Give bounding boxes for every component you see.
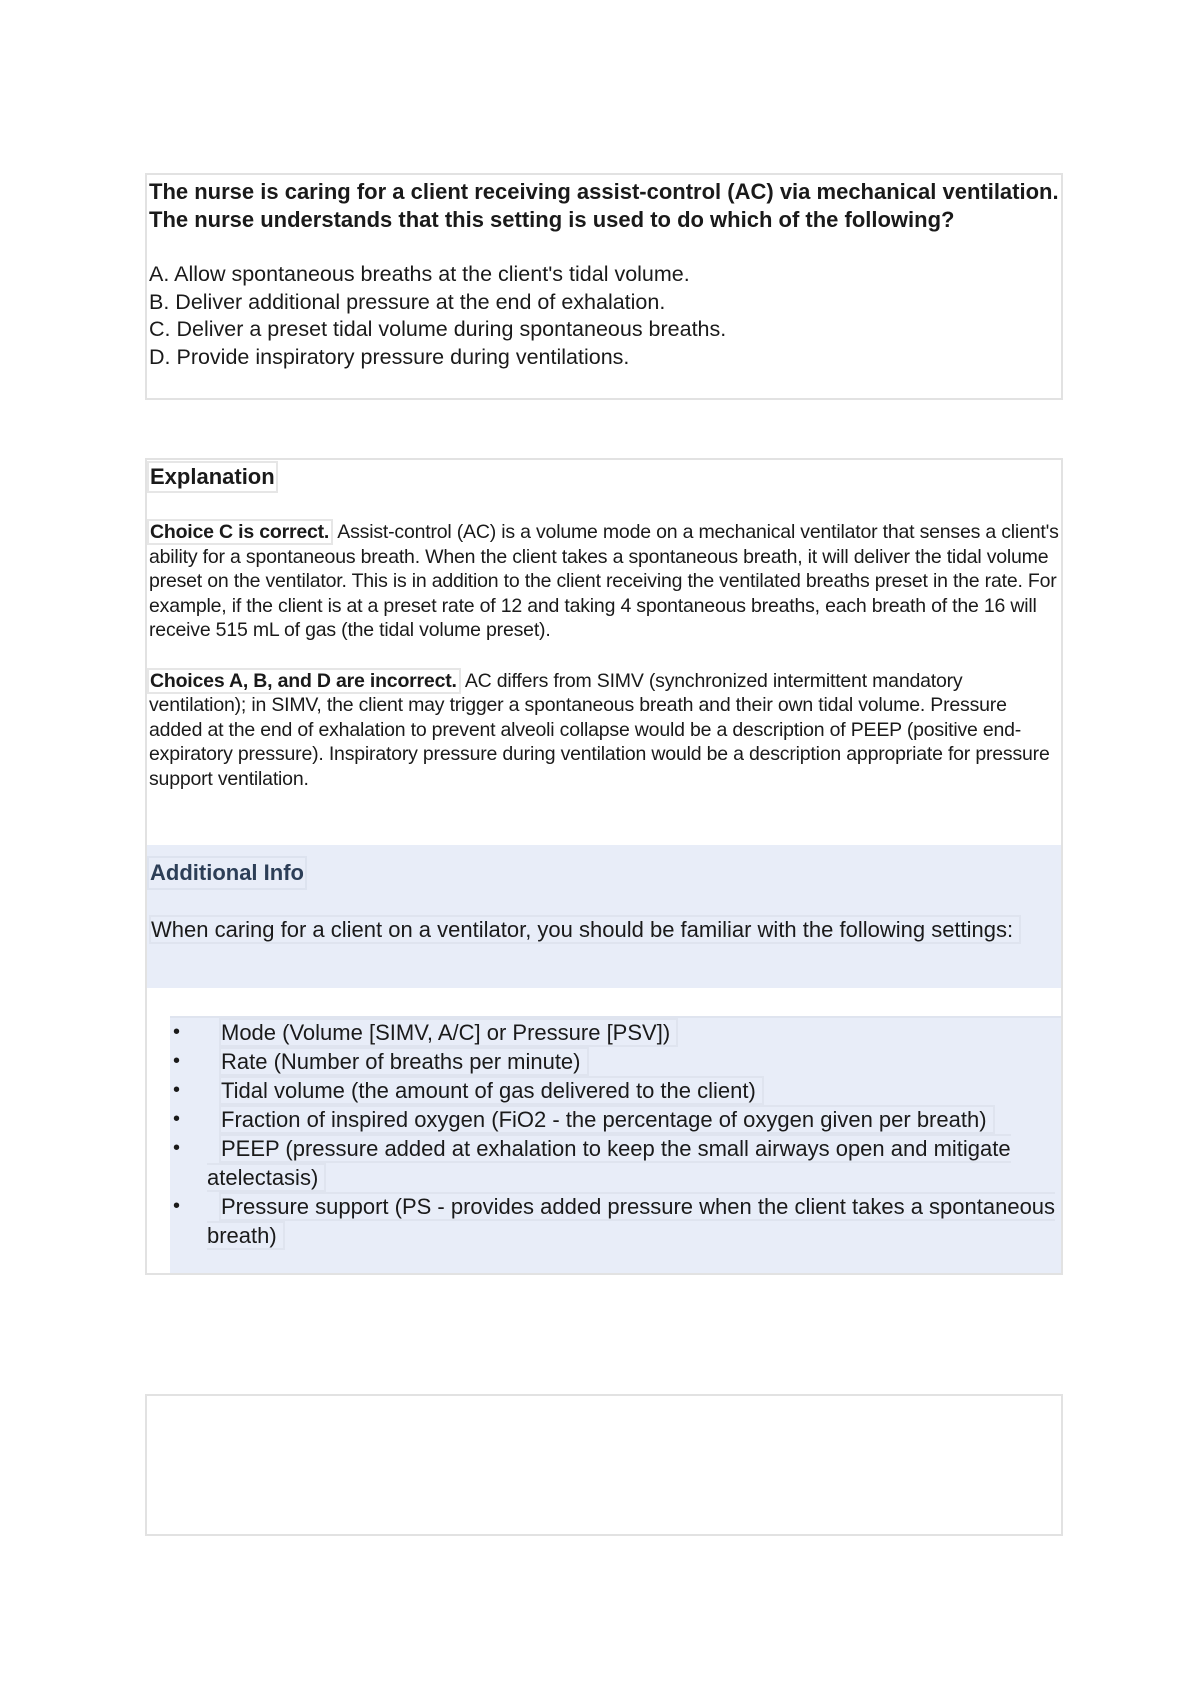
- bullet-icon: •: [173, 1021, 181, 1043]
- additional-info-section: [147, 845, 1061, 988]
- list-item-text: Fraction of inspired oxygen (FiO2 - the percentage of oxygen given per breath): [219, 1105, 995, 1134]
- list-item-text: Rate (Number of breaths per minute): [219, 1047, 589, 1076]
- bullet-icon: •: [173, 1137, 181, 1159]
- correct-text: Assist-control (AC) is a volume mode on a mechanical ventilator that senses a client's ability for a spontaneous breath. When the client takes a spontaneous breath, it will deliver the tidal volume preset on the ventilator. This is in addition to the client receiving the ventilated breaths preset in the rate. For example, if the client is at a preset rate of 12 and taking 4 spontaneous breaths, each breath of the 16 will receive 515 mL of gas (the tidal volume preset).: [149, 521, 1059, 641]
- option-b: B. Deliver additional pressure at the end of exhalation.: [149, 289, 666, 314]
- list-item: [170, 1192, 1061, 1250]
- blank-box: [145, 1394, 1063, 1536]
- list-item-text: Pressure support (PS - provides added pressure when the client takes a spontaneous breath): [207, 1194, 1056, 1248]
- explanation-content: [147, 460, 1061, 791]
- option-c: C. Deliver a preset tidal volume during spontaneous breaths.: [149, 317, 727, 342]
- explanation-title: Explanation: [147, 461, 278, 493]
- incorrect-paragraph: [149, 669, 1059, 792]
- list-item-text: Mode (Volume [SIMV, A/C] or Pressure [PSV]): [219, 1018, 678, 1047]
- bullet-icon: •: [173, 1079, 181, 1101]
- option-a: A. Allow spontaneous breaths at the client's tidal volume.: [149, 262, 690, 286]
- correct-paragraph: [149, 520, 1059, 643]
- incorrect-lead: Choices A, B, and D are incorrect.: [147, 668, 461, 694]
- list-item-text: PEEP (pressure added at exhalation to keep the small airways open and mitigate atelectasis): [207, 1136, 1011, 1190]
- additional-info-intro-wrap: [149, 912, 1061, 948]
- bullet-icon: •: [173, 1050, 181, 1072]
- question-stem: The nurse is caring for a client receiving assist-control (AC) via mechanical ventilation. The nurse understands that this setting is used to do which of the following?: [149, 179, 1059, 232]
- option-d: D. Provide inspiratory pressure during ventilations.: [149, 344, 630, 369]
- additional-info-intro: When caring for a client on a ventilator, you should be familiar with the following settings:: [149, 915, 1021, 944]
- incorrect-text: AC differs from SIMV (synchronized intermittent mandatory ventilation); in SIMV, the client may trigger a spontaneous breath and their own tidal volume. Pressure added at the end of exhalation to prevent alveoli collapse would be a description of PEEP (positive end-expiratory pressure). Inspiratory pressure during ventilation would be a description appropriate for pressure support ventilation.: [149, 669, 1050, 790]
- bullet-icon: •: [173, 1108, 181, 1130]
- list-item: [170, 1076, 1061, 1105]
- bullet-icon: •: [173, 1195, 181, 1217]
- list-item: [170, 1047, 1061, 1076]
- question-box: [145, 173, 1063, 400]
- list-item-text: Tidal volume (the amount of gas delivered to the client): [219, 1076, 764, 1105]
- settings-list: [170, 1016, 1061, 1273]
- explanation-box: [145, 458, 1063, 1275]
- correct-lead: Choice C is correct.: [147, 519, 333, 545]
- list-item: [170, 1018, 1061, 1047]
- list-item: [170, 1105, 1061, 1134]
- additional-info-title: Additional Info: [147, 856, 307, 890]
- list-item: [170, 1134, 1061, 1192]
